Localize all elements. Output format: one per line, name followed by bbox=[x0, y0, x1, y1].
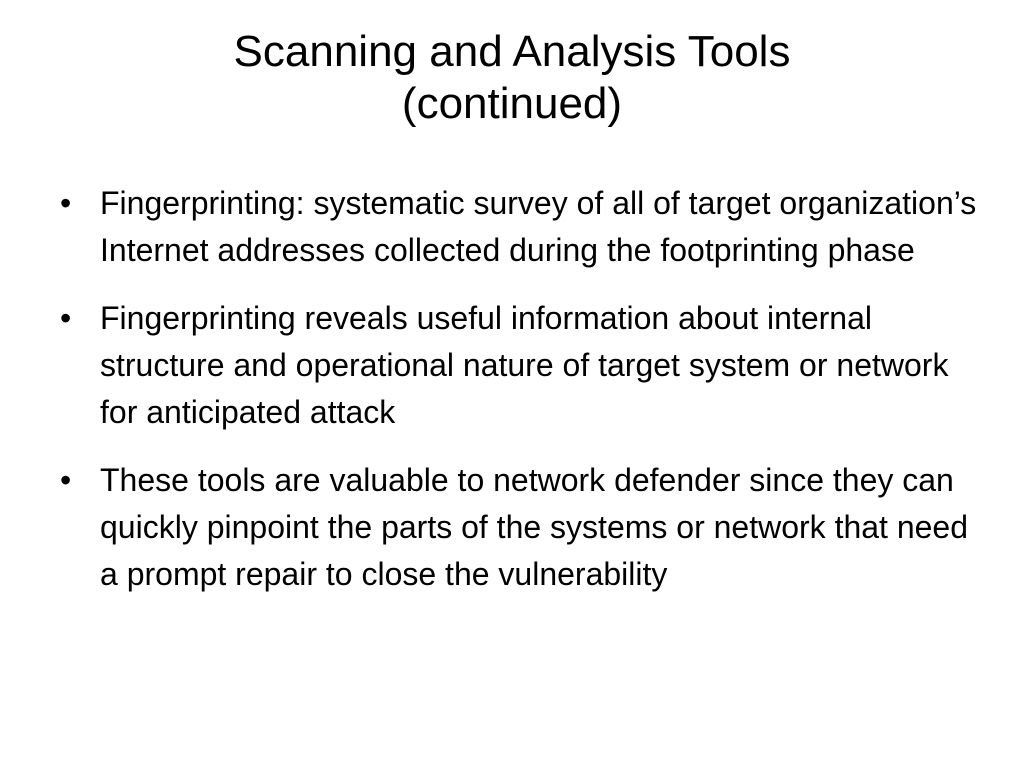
slide-title-line-2: (continued) bbox=[401, 79, 623, 128]
bullet-icon: • bbox=[60, 300, 72, 336]
bullet-text: Fingerprinting: systematic survey of all of target organization’s Internet addresses collected during the footprinting phase bbox=[100, 185, 977, 268]
bullet-list bbox=[60, 180, 990, 619]
bullet-item bbox=[60, 457, 990, 598]
bullet-icon: • bbox=[60, 462, 72, 498]
slide-title bbox=[60, 26, 964, 130]
bullet-item bbox=[60, 180, 990, 274]
slide-title-line-1: Scanning and Analysis Tools bbox=[233, 27, 791, 76]
bullet-text: Fingerprinting reveals useful information about internal structure and operational nature of target system or network for anticipated attack bbox=[100, 300, 949, 430]
bullet-text: These tools are valuable to network defender since they can quickly pinpoint the parts of the systems or network that need a prompt repair to close the vulnerability bbox=[100, 462, 969, 592]
bullet-item bbox=[60, 295, 990, 436]
bullet-icon: • bbox=[60, 185, 72, 221]
